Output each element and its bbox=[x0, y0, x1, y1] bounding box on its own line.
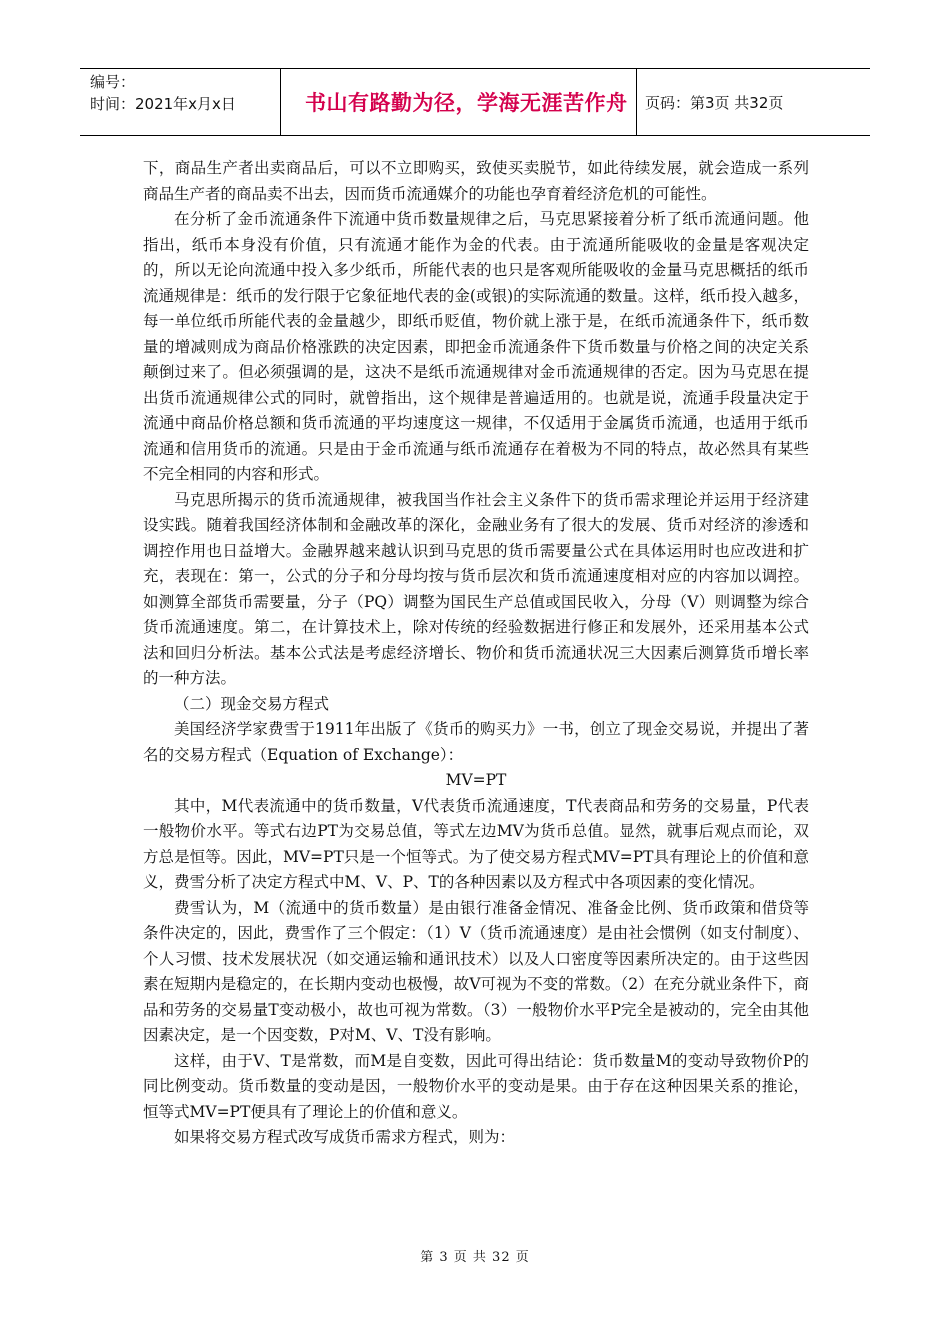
section-heading: （二）现金交易方程式 bbox=[174, 694, 330, 713]
paragraph: 费雪认为，M（流通中的货币数量）是由银行准备金情况、准备金比例、货币政策和借贷等条件决定的，因此，费雪作了三个假定：（1）V（货币流通速度）是由社会惯例（如支付制度）、个人习惯、技术发展状况（如交通运输和通讯技术）以及人口密度等因素所决定的。由于这些因素在短期内是稳定的，在长期内变动也极慢，故V可视为不变的常数。（2）在充分就业条件下，商品和劳务的交易量T变动极小，故也可视为常数。（3）一般物价水平P完全是被动的，完全由其他因素决定，是一个因变数，P对M、V、T没有影响。 bbox=[143, 898, 809, 1044]
header-table bbox=[80, 68, 870, 136]
document-body bbox=[143, 156, 809, 1151]
paragraph: 如果将交易方程式改写成货币需求方程式，则为： bbox=[174, 1128, 516, 1146]
header-motto: 书山有路勤为径，学海无涯苦作舟 bbox=[281, 69, 637, 135]
page-footer: 第 3 页 共 32 页 bbox=[420, 1250, 530, 1265]
paragraph: 马克思所揭示的货币流通规律，被我国当作社会主义条件下的货币需求理论并运用于经济建设实践。随着我国经济体制和金融改革的深化，金融业务有了很大的发展、货币对经济的渗透和调控作用也日益增大。金融界越来越认识到马克思的货币需要量公式在具体运用时也应改进和扩充，表现在：第一，公式的分子和分母均按与货币层次和货币流通速度相对应的内容加以调控。如测算全部货币需要量，分子（PQ）调整为国民生产总值或国民收入，分母（V）则调整为综合货币流通速度。第二，在计算技术上，除对传统的经验数据进行修正和发展外，还采用基本公式法和回归分析法。基本公式法是考虑经济增长、物价和货币流通状况三大因素后测算货币增长率的一种方法。 bbox=[143, 490, 809, 687]
header-time: 时间：2021年x月x日 bbox=[90, 95, 236, 113]
header-meta bbox=[80, 69, 281, 135]
header-page: 页码：第3页 共32页 bbox=[645, 93, 784, 112]
paragraph: 美国经济学家费雪于1911年出版了《货币的购买力》一书，创立了现金交易说，并提出了著名的交易方程式（Equation of Exchange）： bbox=[143, 720, 809, 764]
header-number: 编号： bbox=[90, 73, 136, 91]
equation: MV=PT bbox=[445, 771, 507, 789]
paragraph: 其中，M代表流通中的货币数量，V代表货币流通速度，T代表商品和劳务的交易量，P代表一般物价水平。等式右边PT为交易总值，等式左边MV为货币总值。显然，就事后观点而论，双方总是恒等。因此，MV=PT只是一个恒等式。为了使交易方程式MV=PT具有理论上的价值和意义，费雪分析了决定方程式中M、V、P、T的各种因素以及方程式中各项因素的变化情况。 bbox=[143, 796, 809, 891]
paragraph: 在分析了金币流通条件下流通中货币数量规律之后，马克思紧接着分析了纸币流通问题。他指出，纸币本身没有价值，只有流通才能作为金的代表。由于流通所能吸收的金量是客观决定的，所以无论向流通中投入多少纸币，所能代表的也只是客观所能吸收的金量马克思概括的纸币流通规律是：纸币的发行限于它象征地代表的金(或银)的实际流通的数量。这样，纸币投入越多，每一单位纸币所能代表的金量越少，即纸币贬值，物价就上涨于是，在纸币流通条件下，纸币数量的增减则成为商品价格涨跌的决定因素，即把金币流通条件下货币数量与价格之间的决定关系颠倒过来了。但必须强调的是，这决不是纸币流通规律对金币流通规律的否定。因为马克思在提出货币流通规律公式的同时，就曾指出，这个规律是普遍适用的。也就是说，流通手段量决定于流通中商品价格总额和货币流通的平均速度这一规律，不仅适用于金属货币流通，也适用于纸币流通和信用货币的流通。只是由于金币流通与纸币流通存在着极为不同的特点，故必然具有某些不完全相同的内容和形式。 bbox=[143, 210, 809, 483]
paragraph: 这样，由于V、T是常数，而M是自变数，因此可得出结论：货币数量M的变动导致物价P的同比例变动。货币数量的变动是因，一般物价水平的变动是果。由于存在这种因果关系的推论，恒等式MV=PT便具有了理论上的价值和意义。 bbox=[143, 1051, 809, 1121]
paragraph: 下，商品生产者出卖商品后，可以不立即购买，致使买卖脱节，如此待续发展，就会造成一系列商品生产者的商品卖不出去，因而货币流通媒介的功能也孕育着经济危机的可能性。 bbox=[143, 159, 809, 203]
